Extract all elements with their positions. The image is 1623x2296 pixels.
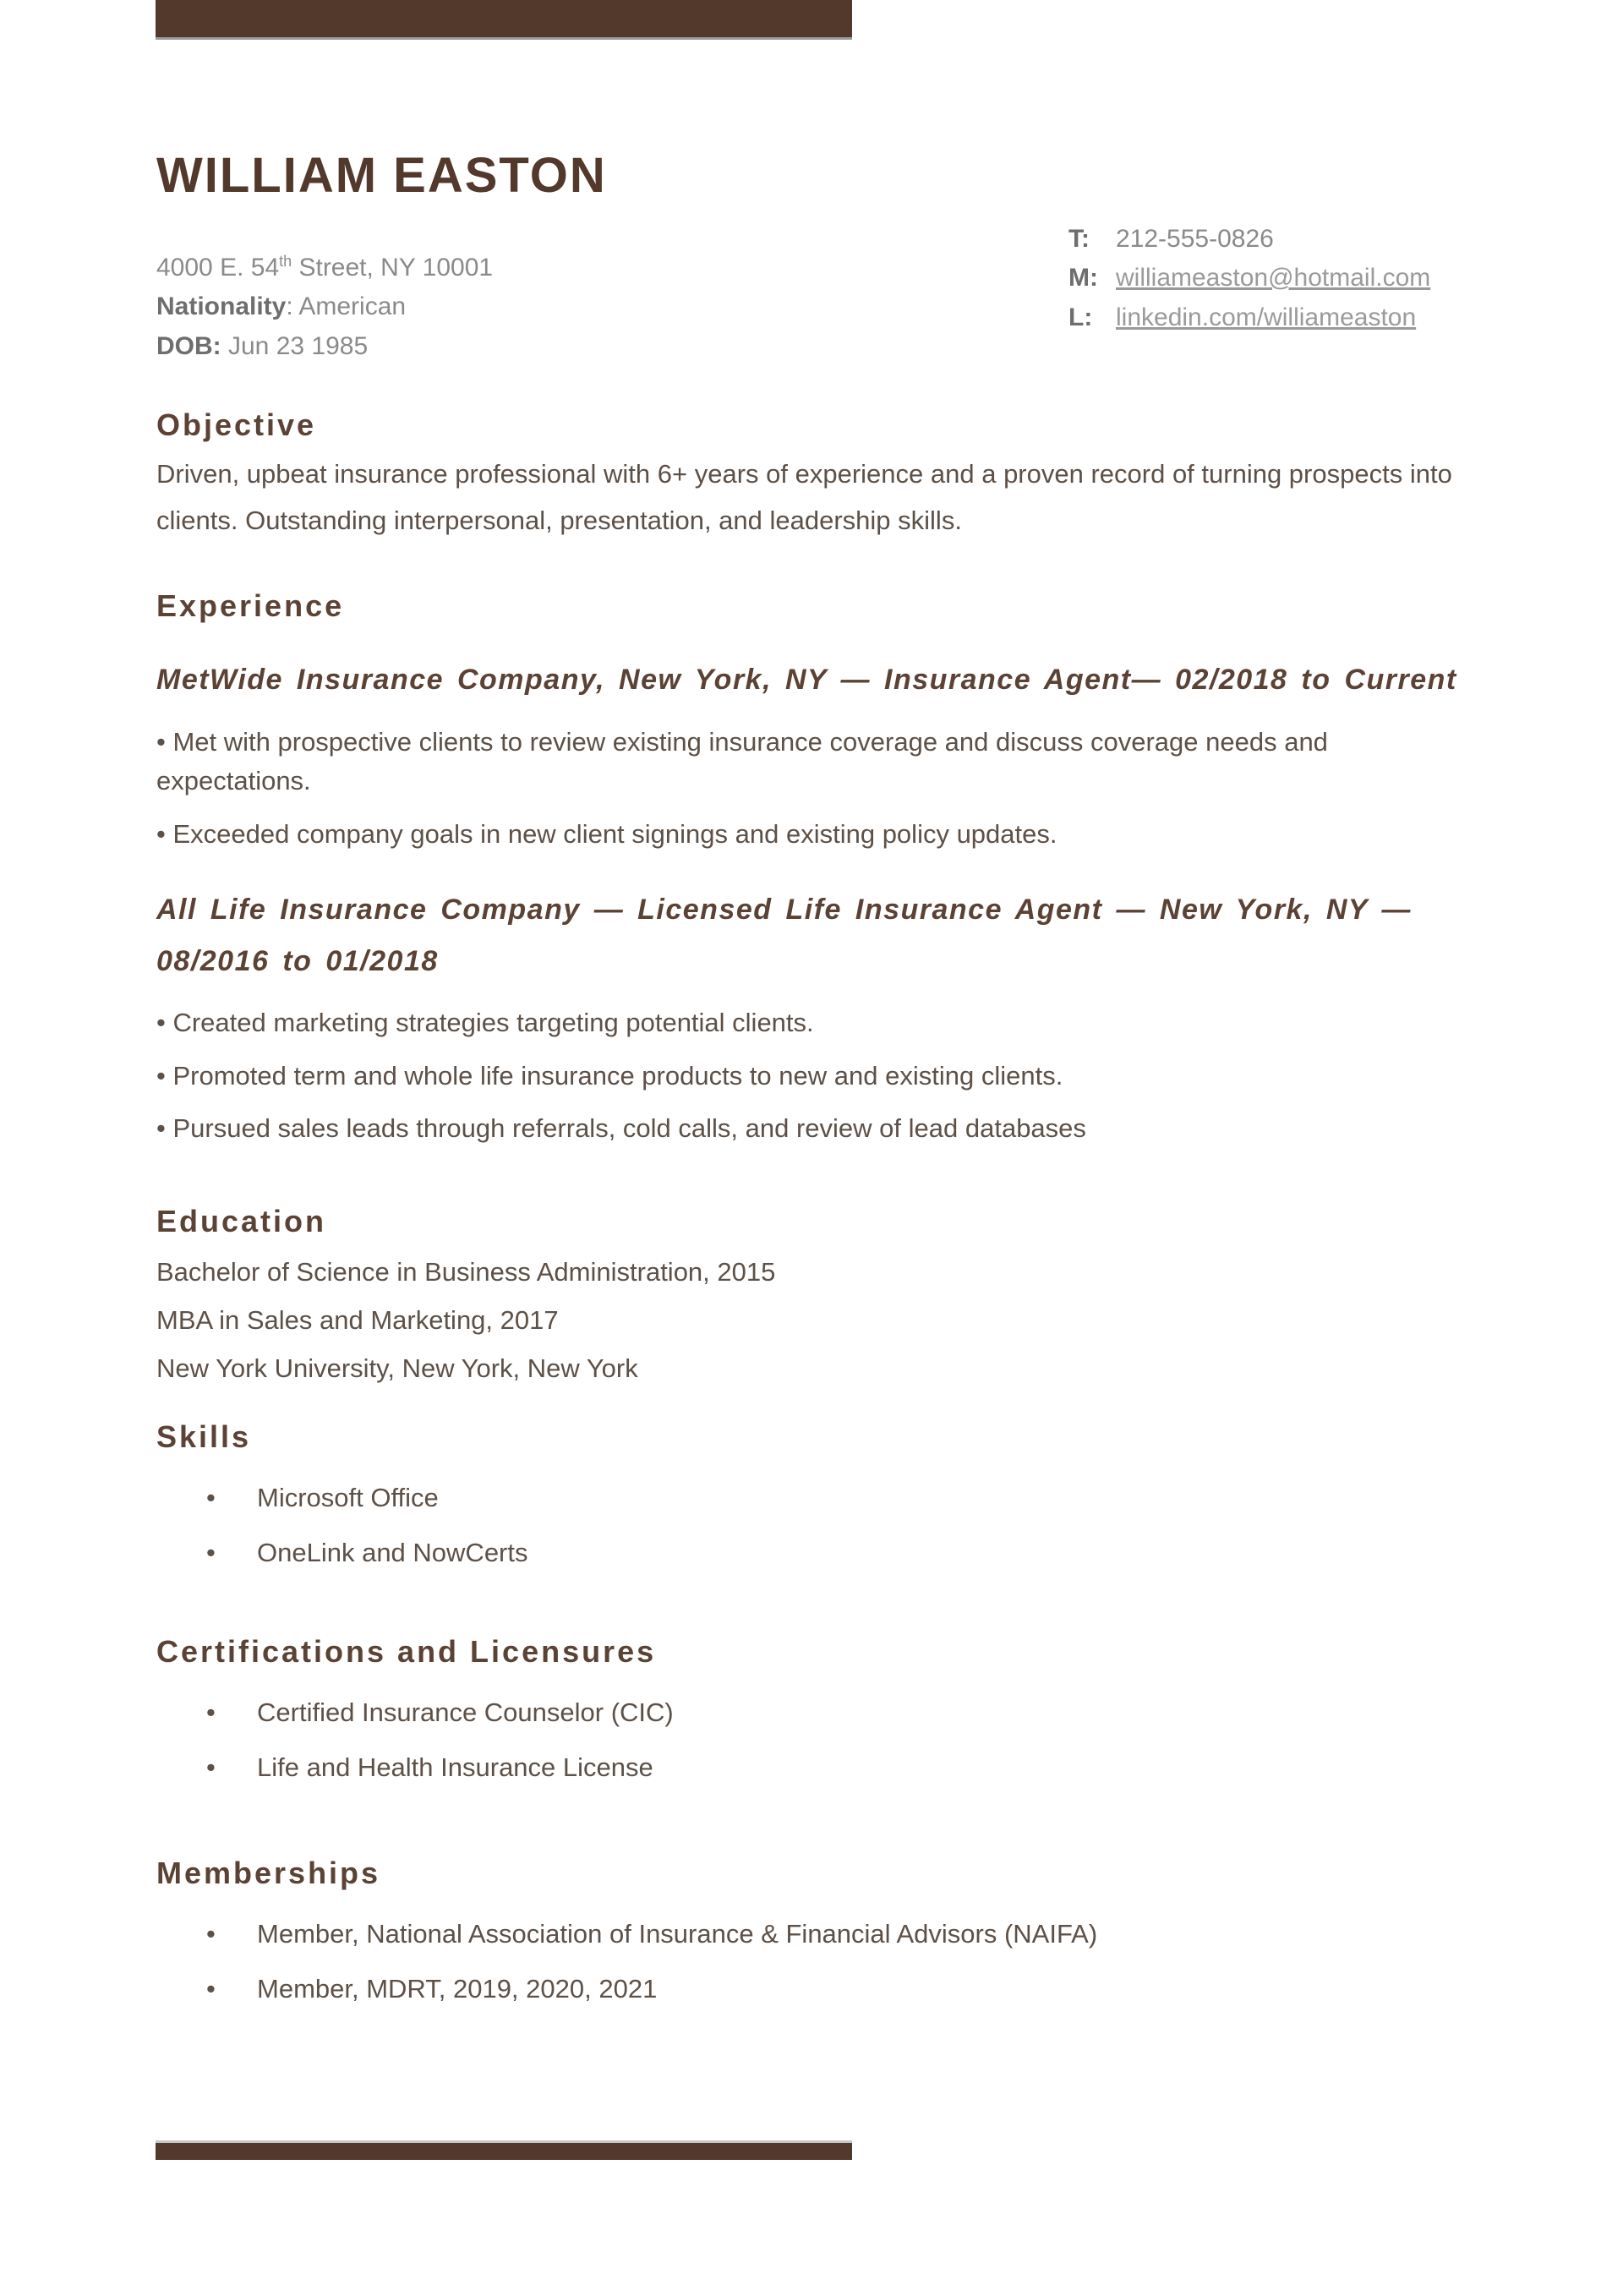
skills-list [156, 1479, 1535, 1572]
job-title-alllife: All Life Insurance Company — Licensed Life Insurance Agent — New York, NY — 08/2016 to 01/2018 [156, 894, 1412, 977]
objective-text: Driven, upbeat insurance professional with 6+ years of experience and a proven record of turning prospects into clients. Outstanding interpersonal, presentation, and leadership skills. [156, 459, 1452, 535]
education-block [156, 1248, 1535, 1393]
job-bullet: • Created marketing strategies targeting potential clients. [156, 1003, 1391, 1043]
address-line [156, 249, 493, 288]
address-text: 4000 E. 54 [156, 253, 280, 282]
linkedin-link[interactable]: linkedin.com/williameaston [1116, 303, 1417, 331]
contact-section [156, 220, 1535, 367]
page-title: WILLIAM EASTON [156, 148, 607, 203]
job-bullet: • Exceeded company goals in new client signings and existing policy updates. [156, 815, 1391, 855]
list-item: • Member, MDRT, 2019, 2020, 2021 [206, 1970, 1535, 2009]
section-title-objective: Objective [156, 407, 317, 443]
phone-number: 212-555-0826 [1116, 224, 1274, 253]
resume-content [0, 148, 1623, 2009]
nationality-value: : American [286, 292, 407, 321]
dob-line [156, 327, 493, 367]
address-rest: Street, NY 10001 [292, 253, 494, 282]
nationality-label: Nationality [156, 292, 287, 321]
list-item: • Member, National Association of Insurance & Financial Advisors (NAIFA) [206, 1915, 1535, 1954]
contact-right-block [1068, 220, 1535, 367]
address-ordinal: th [279, 252, 292, 270]
contact-left-block [156, 220, 493, 367]
list-item: • Microsoft Office [206, 1479, 1535, 1518]
job-bullets-alllife [156, 1003, 1535, 1149]
dob-value: Jun 23 1985 [221, 331, 369, 360]
list-item: • Certified Insurance Counselor (CIC) [206, 1693, 1535, 1733]
linkedin-line [1068, 298, 1535, 338]
phone-line [1068, 220, 1535, 260]
education-line: MBA in Sales and Marketing, 2017 [156, 1305, 559, 1336]
section-title-education: Education [156, 1203, 327, 1238]
job-bullet: • Promoted term and whole life insurance products to new and existing clients. [156, 1057, 1391, 1096]
job-title-metwide: MetWide Insurance Company, New York, NY — Insurance Agent— 02/2018 to Current [156, 664, 1457, 697]
memberships-list [156, 1915, 1535, 2009]
education-line: Bachelor of Science in Business Administration, 2015 [156, 1256, 776, 1287]
email-label: M: [1068, 264, 1098, 292]
list-item: • OneLink and NowCerts [206, 1533, 1535, 1573]
nationality-line [156, 287, 493, 327]
section-title-memberships: Memberships [156, 1856, 381, 1891]
section-title-certifications: Certifications and Licensures [156, 1634, 657, 1670]
phone-label: T: [1068, 224, 1090, 253]
certifications-list [156, 1693, 1535, 1787]
top-accent-bar [156, 0, 852, 40]
section-title-skills: Skills [156, 1419, 252, 1454]
job-bullet: • Pursued sales leads through referrals, cold calls, and review of lead databases [156, 1109, 1391, 1149]
email-link[interactable]: williameaston@hotmail.com [1116, 264, 1431, 292]
education-line: New York University, New York, New York [156, 1353, 638, 1384]
email-line [1068, 259, 1535, 298]
dob-label: DOB: [156, 331, 221, 360]
section-title-experience: Experience [156, 588, 345, 623]
job-bullets-metwide [156, 723, 1535, 855]
job-bullet: • Met with prospective clients to review existing insurance coverage and discuss coverage needs and expectations. [156, 723, 1391, 801]
linkedin-label: L: [1068, 303, 1093, 331]
list-item: • Life and Health Insurance License [206, 1748, 1535, 1788]
bottom-accent-bar [156, 2140, 852, 2160]
